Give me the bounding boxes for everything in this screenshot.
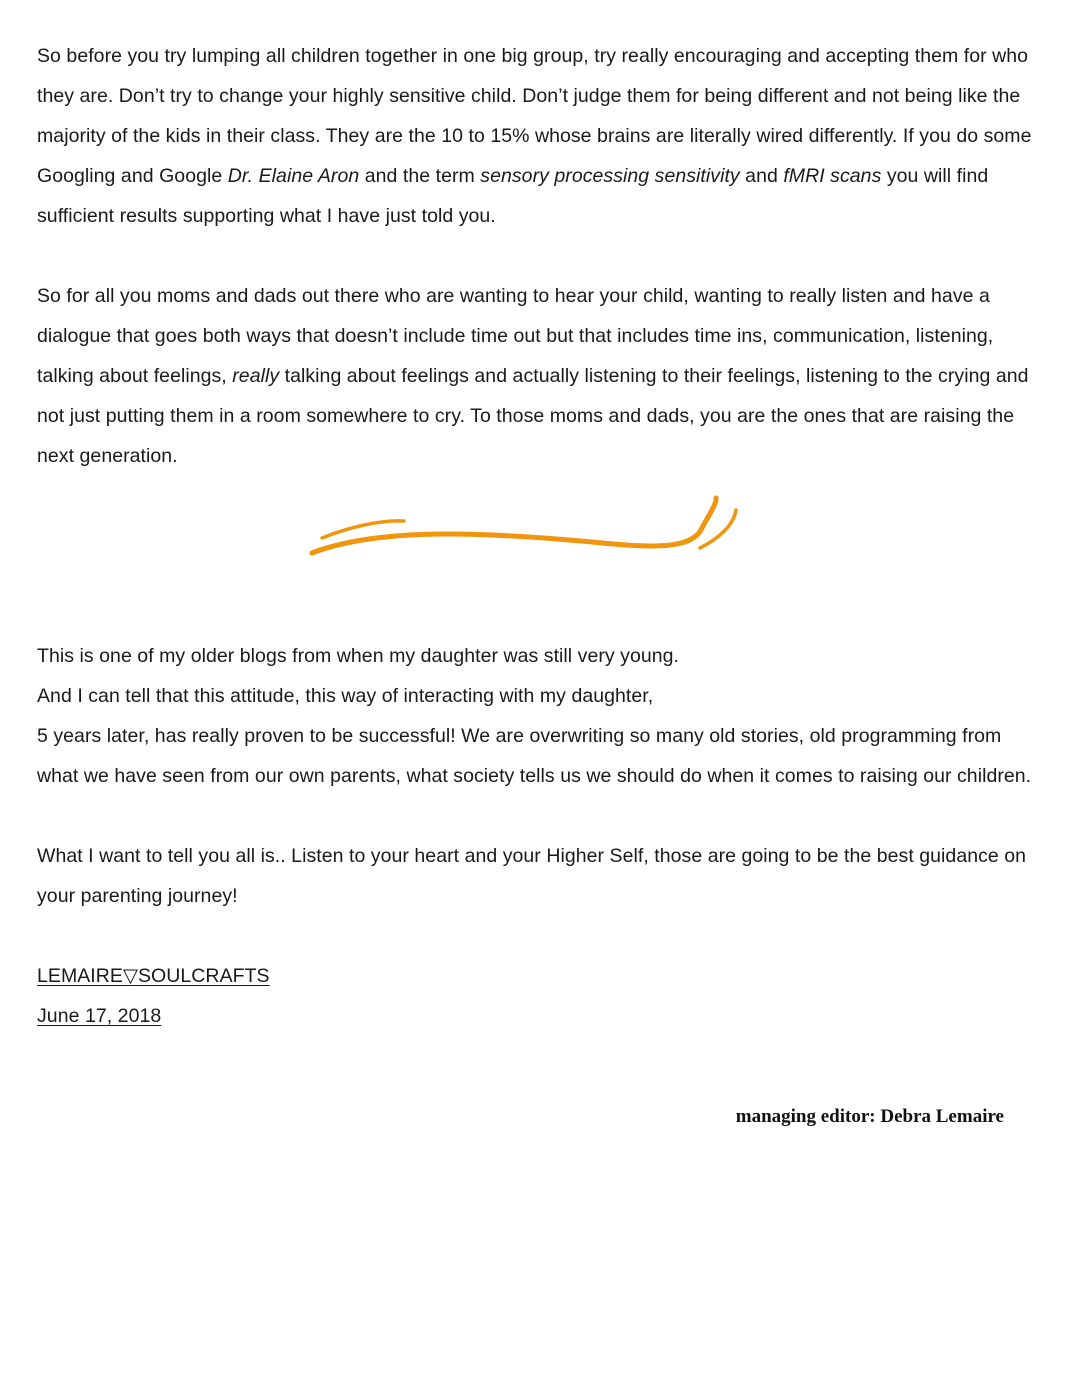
p1-text-3: and <box>739 165 784 187</box>
p2-text-1: So for all you moms and dads out there who are wanting to hear your child, wanting to really listen and have a dialogue that goes both ways that doesn’t include time out but that includes time ins, communication, listening, talking about feelings, <box>37 285 994 387</box>
paragraph-higher-self: What I want to tell you all is.. Listen to your heart and your Higher Self, those are going to be the best guidance on your parenting journey! <box>37 845 1027 907</box>
managing-editor-byline: managing editor: Debra Lemaire <box>735 1106 1004 1127</box>
p3-line-2: And I can tell that this attitude, this way of interacting with my daughter, <box>37 685 654 707</box>
p1-italic-fmri: fMRI scans <box>783 165 882 187</box>
author-link-line <box>37 956 1047 996</box>
p1-text-2: and the term <box>359 165 481 187</box>
author-link[interactable]: LEMAIRE▽SOULCRAFTS <box>37 965 270 987</box>
date-link[interactable]: June 17, 2018 <box>37 1005 162 1027</box>
paragraph-sensitive-child <box>37 36 1047 236</box>
p3-line-1: This is one of my older blogs from when my daughter was still very young. <box>37 645 680 667</box>
swash-tail-stroke <box>700 510 736 548</box>
p1-text-4: you will find sufficient results supporting what I have just told you. <box>37 165 989 227</box>
swash-main-stroke <box>312 498 716 553</box>
p3-line-3: 5 years later, has really proven to be successful! We are overwriting so many old stories, old programming from what we have seen from our own parents, what society tells us we should do when it comes to raising our children. <box>37 725 1032 787</box>
p2-text-2: talking about feelings and actually listening to their feelings, listening to the crying and not just putting them in a room somewhere to cry. To those moms and dads, you are the ones that are raising the next generation. <box>37 365 1029 467</box>
p1-text-1: So before you try lumping all children together in one big group, try really encouraging and accepting them for who they are. Don’t try to change your highly sensitive child. Don’t judge them for being different and not being like the majority of the kids in their class. They are the 10 to 15% whose brains are literally wired differently. If you do some Googling and Google <box>37 45 1032 187</box>
spacer <box>37 916 1047 956</box>
paragraph-older-blog <box>37 636 1047 796</box>
paragraph-moms-and-dads <box>37 276 1047 476</box>
p1-italic-elaine-aron: Dr. Elaine Aron <box>227 165 360 187</box>
swash-divider-icon <box>272 458 752 568</box>
date-link-line <box>37 996 1047 1036</box>
spacer <box>37 236 1047 276</box>
p2-italic-really: really <box>232 365 280 387</box>
spacer <box>37 796 1047 836</box>
p1-italic-sps: sensory processing sensitivity <box>480 165 740 187</box>
